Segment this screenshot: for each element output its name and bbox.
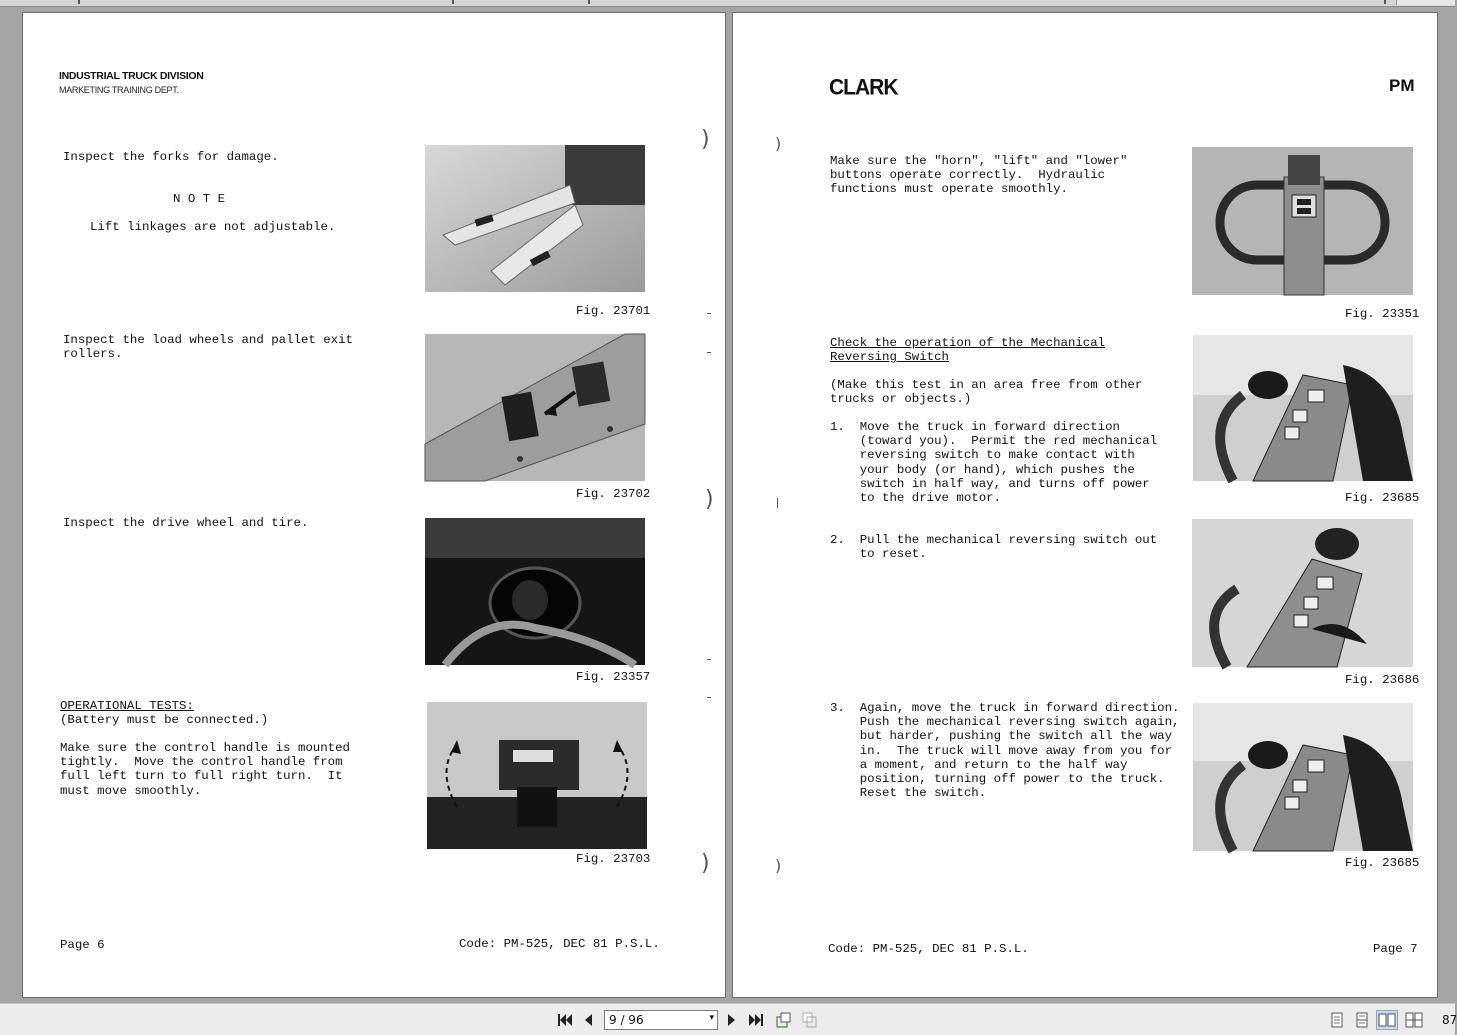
drive-wheel-instruction: Inspect the drive wheel and tire. <box>63 516 309 530</box>
last-page-icon <box>748 1013 764 1027</box>
continuous-facing-view-icon <box>1405 1012 1423 1028</box>
last-page-button[interactable] <box>746 1010 766 1030</box>
page-number-value: 9 / 96 <box>609 1013 644 1027</box>
drive-wheel-photo <box>425 518 645 665</box>
scan-tick <box>707 659 711 660</box>
document-page-right <box>732 12 1438 998</box>
rotate-clockwise-icon <box>801 1012 817 1028</box>
previous-page-button[interactable] <box>578 1010 598 1030</box>
continuous-view-button[interactable] <box>1351 1010 1373 1030</box>
title-bar-mark <box>78 0 80 4</box>
division-header: INDUSTRIAL TRUCK DIVISION <box>59 70 204 82</box>
forks-instruction: Inspect the forks for damage. <box>63 150 279 164</box>
department-subheader: MARKETING TRAINING DEPT. <box>59 85 179 95</box>
document-code: Code: PM-525, DEC 81 P.S.L. <box>828 942 1029 956</box>
buttons-instruction: Make sure the "horn", "lift" and "lower" buttons operate correctly. Hydraulic functions must operate smoothly. <box>830 154 1128 197</box>
binding-hole-mark: ) <box>775 856 782 875</box>
page-number-select[interactable] <box>604 1010 718 1030</box>
test-area-note: (Make this test in an area free from other trucks or objects.) <box>830 378 1143 407</box>
section-code: PM <box>1389 76 1415 95</box>
handle-buttons-photo <box>1192 147 1413 295</box>
section-title-line2: Reversing Switch <box>830 350 949 364</box>
scan-tick <box>707 352 711 353</box>
first-page-icon <box>557 1013 573 1027</box>
facing-pages-view-button[interactable] <box>1376 1010 1398 1030</box>
binding-hole-mark: ) <box>705 487 714 512</box>
binding-hole-mark: ) <box>701 851 710 876</box>
single-page-view-icon <box>1331 1012 1343 1028</box>
note-text: Lift linkages are not adjustable. <box>90 220 336 234</box>
clark-logo: CLARK <box>829 75 898 100</box>
control-handle-photo <box>427 702 647 849</box>
reversing-switch-photo-3 <box>1193 703 1413 851</box>
zoom-level[interactable]: 87 <box>1442 1013 1457 1027</box>
operational-tests-subtitle: (Battery must be connected.) <box>60 713 269 727</box>
rotate-counterclockwise-icon <box>775 1012 791 1028</box>
next-page-icon <box>726 1013 738 1027</box>
reversing-switch-photo-1 <box>1193 335 1413 481</box>
rotate-counterclockwise-button[interactable] <box>773 1010 793 1030</box>
continuous-facing-view-button[interactable] <box>1403 1010 1425 1030</box>
figure-caption: Fig. 23685 <box>1345 491 1420 505</box>
step-1: 1. Move the truck in forward direction (toward you). Permit the red mechanical reversing switch to make contact with your body (or hand), which pushes the switch in half way, and turns off power to the drive motor. <box>830 420 1158 506</box>
figure-caption: Fig. 23702 <box>576 487 651 501</box>
page-number: Page 7 <box>1373 942 1418 956</box>
facing-pages-view-icon <box>1378 1012 1396 1028</box>
viewer-toolbar <box>0 1003 1455 1035</box>
page-number: Page 6 <box>60 938 105 952</box>
reversing-switch-photo-2 <box>1192 519 1413 667</box>
chevron-down-icon: ▾ <box>709 1013 714 1023</box>
control-handle-instruction: Make sure the control handle is mounted tightly. Move the control handle from full left turn to full right turn. It must move smoothly. <box>60 741 350 798</box>
scan-tick <box>707 313 711 314</box>
figure-caption: Fig. 23703 <box>576 852 651 866</box>
load-wheels-photo <box>425 334 645 481</box>
previous-page-icon <box>582 1013 594 1027</box>
rotate-clockwise-button[interactable] <box>799 1010 819 1030</box>
binding-hole-mark: ) <box>701 127 710 152</box>
scan-tick <box>707 697 711 698</box>
window-close-button[interactable] <box>1396 0 1455 5</box>
step-2: 2. Pull the mechanical reversing switch out to reset. <box>830 533 1158 562</box>
document-page-left <box>22 12 726 998</box>
operational-tests-title: OPERATIONAL TESTS: <box>60 699 194 713</box>
figure-caption: Fig. 23357 <box>576 670 651 684</box>
single-page-view-button[interactable] <box>1326 1010 1348 1030</box>
scan-tick <box>777 498 778 508</box>
forks-photo <box>425 145 645 292</box>
first-page-button[interactable] <box>555 1010 575 1030</box>
section-title-line1: Check the operation of the Mechanical <box>830 336 1106 350</box>
window-title-bar <box>0 0 1455 7</box>
next-page-button[interactable] <box>722 1010 742 1030</box>
figure-caption: Fig. 23685 <box>1345 856 1420 870</box>
continuous-view-icon <box>1355 1012 1369 1028</box>
step-3: 3. Again, move the truck in forward direction. Push the mechanical reversing switch again, but harder, pushing the switch all the way in. The truck will move away from you for a moment, and return to the half way position, turning off power to the truck. Reset the switch. <box>830 701 1180 801</box>
note-title: N O T E <box>173 192 226 206</box>
binding-hole-mark: ) <box>775 134 782 153</box>
figure-caption: Fig. 23686 <box>1345 673 1420 687</box>
title-bar-mark <box>1384 0 1386 4</box>
load-wheels-instruction: Inspect the load wheels and pallet exit rollers. <box>63 333 353 362</box>
figure-caption: Fig. 23701 <box>576 304 651 318</box>
document-code: Code: PM-525, DEC 81 P.S.L. <box>459 937 660 951</box>
title-bar-mark <box>452 0 454 4</box>
title-bar-mark <box>588 0 590 4</box>
figure-caption: Fig. 23351 <box>1345 307 1420 321</box>
